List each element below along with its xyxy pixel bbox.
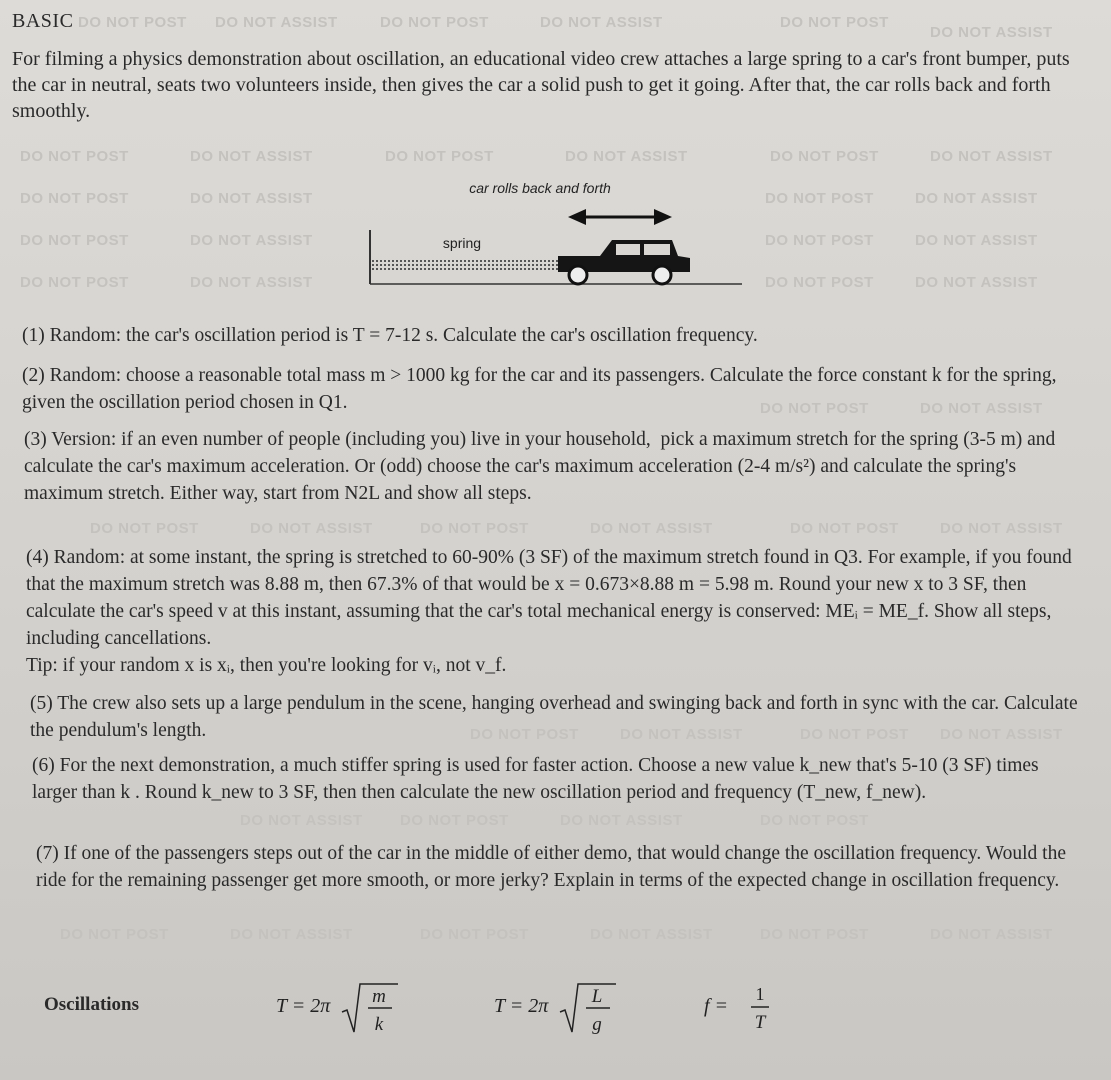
watermark-text: DO NOT POST [760,812,869,829]
watermark-text: DO NOT POST [78,14,187,31]
question-6-text: (6) For the next demonstration, a much stiffer spring is used for faster action. Choose a new value k_new that's 5-10 (3 SF) times larger than k . Round k_new to 3 SF, then then calculate the new oscillation period and frequency (T_new, f_new). [32,755,1044,803]
question-4 [26,544,1081,679]
formula-3-denominator: T [754,1012,766,1033]
question-1-text: (1) Random: the car's oscillation period is T = 7-12 s. Calculate the car's oscillation frequency. [22,325,758,346]
watermark-text: DO NOT POST [760,926,869,943]
watermark-text: DO NOT ASSIST [250,520,373,537]
watermark-text: DO NOT POST [790,520,899,537]
formula-3-numerator: 1 [755,984,765,1004]
question-1 [22,322,1082,349]
watermark-text: DO NOT ASSIST [560,812,683,829]
watermark-text: DO NOT ASSIST [915,232,1038,249]
watermark-text: DO NOT POST [385,148,494,165]
watermark-text: DO NOT ASSIST [230,926,353,943]
watermark-text: DO NOT POST [800,726,909,743]
watermark-text: DO NOT ASSIST [930,24,1053,41]
formula-label: Oscillations [44,994,140,1015]
formula-1-numerator: m [372,986,386,1007]
period-pendulum-formula [494,972,634,1042]
watermark-text: DO NOT ASSIST [920,400,1043,417]
car-icon [558,240,690,284]
question-7-text: (7) If one of the passengers steps out of the car in the middle of either demo, that would change the oscillation frequency. Would the ride for the remaining passenger get more smooth, or more jerky? Explain in terms of the expected change in oscillation frequency. [36,843,1071,891]
watermark-text: DO NOT POST [20,274,129,291]
watermark-text: DO NOT ASSIST [540,14,663,31]
watermark-text: DO NOT ASSIST [190,190,313,207]
formula-strip [44,972,944,1042]
watermark-text: DO NOT POST [20,148,129,165]
question-2 [22,362,1082,416]
watermark-text: DO NOT ASSIST [590,520,713,537]
question-5 [30,690,1085,744]
question-3 [24,426,1074,507]
question-5-text: (5) The crew also sets up a large pendulum in the scene, hanging overhead and swinging back and forth in sync with the car. Calculate the pendulum's length. [30,693,1083,741]
double-arrow-icon [568,209,672,225]
question-6 [32,752,1087,806]
watermark-text: DO NOT POST [420,926,529,943]
watermark-text: DO NOT POST [400,812,509,829]
watermark-text: DO NOT ASSIST [620,726,743,743]
intro-paragraph: For filming a physics demonstration about oscillation, an educational video crew attaches a large spring to a car's front bumper, puts the car in neutral, seats two volunteers inside, then gives the car a solid push to get it going. After that, the car rolls back and forth smoothly. [12,48,1070,122]
watermark-text: DO NOT POST [470,726,579,743]
watermark-text: DO NOT ASSIST [940,726,1063,743]
watermark-text: DO NOT ASSIST [190,148,313,165]
watermark-text: DO NOT ASSIST [930,148,1053,165]
watermark-text: DO NOT ASSIST [590,926,713,943]
watermark-text: DO NOT ASSIST [930,926,1053,943]
watermark-text: DO NOT ASSIST [915,190,1038,207]
watermark-text: DO NOT POST [380,14,489,31]
watermark-text: DO NOT POST [90,520,199,537]
car-spring-diagram [360,172,760,292]
watermark-text: DO NOT POST [765,190,874,207]
formula-2-denominator: g [592,1014,602,1035]
section-heading: BASIC [12,10,74,32]
diagram-caption: car rolls back and forth [469,180,611,196]
question-3-text: (3) Version: if an even number of people (including you) live in your household, pick a maximum stretch for the spring (3-5 m) and calculate the car's maximum acceleration. Or (odd) choose the car's maximum acceleration (2-4 m/s²) and calculate the spring's maximum stretch. Either way, start from N2L and show all steps. [24,429,1061,504]
watermark-text: DO NOT POST [20,232,129,249]
question-7 [36,840,1081,894]
watermark-text: DO NOT ASSIST [215,14,338,31]
watermark-text: DO NOT POST [765,232,874,249]
formula-1-lhs: T = 2π [276,995,331,1017]
watermark-text: DO NOT POST [20,190,129,207]
frequency-formula [704,972,794,1042]
formula-1-denominator: k [374,1014,384,1035]
watermark-text: DO NOT ASSIST [190,274,313,291]
watermark-text: DO NOT ASSIST [190,232,313,249]
watermark-text: DO NOT ASSIST [915,274,1038,291]
watermark-text: DO NOT ASSIST [940,520,1063,537]
spring-label: spring [442,235,482,251]
question-4-tip: Tip: if your random x is xᵢ, then you're looking for vᵢ, not v_f. [26,655,507,676]
period-spring-formula [276,972,416,1042]
watermark-text: DO NOT ASSIST [565,148,688,165]
watermark-text: DO NOT POST [770,148,879,165]
spring-icon [372,261,560,269]
watermark-text: DO NOT POST [420,520,529,537]
watermark-text: DO NOT ASSIST [240,812,363,829]
watermark-text: DO NOT POST [760,400,869,417]
formula-2-numerator: L [591,986,603,1007]
question-4-text: (4) Random: at some instant, the spring is stretched to 60-90% (3 SF) of the maximum stretch found in Q3. For example, if you found that the maximum stretch was 8.88 m, then 67.3% of that would be x = 0.673×8.88 m = 5.98 m. Round your new x to 3 SF, then calculate the car's speed v at this instant, assuming that the car's total mechanical energy is conserved: MEᵢ = ME_f. Show all steps, including cancellations. [26,547,1077,649]
question-2-text: (2) Random: choose a reasonable total mass m > 1000 kg for the car and its passengers. Calculate the force constant k for the spring, given the oscillation period chosen in Q1. [22,365,1062,413]
watermark-text: DO NOT POST [765,274,874,291]
formula-2-lhs: T = 2π [494,995,549,1017]
watermark-text: DO NOT POST [60,926,169,943]
watermark-text: DO NOT POST [780,14,889,31]
formula-3-lhs: f = [704,995,729,1017]
